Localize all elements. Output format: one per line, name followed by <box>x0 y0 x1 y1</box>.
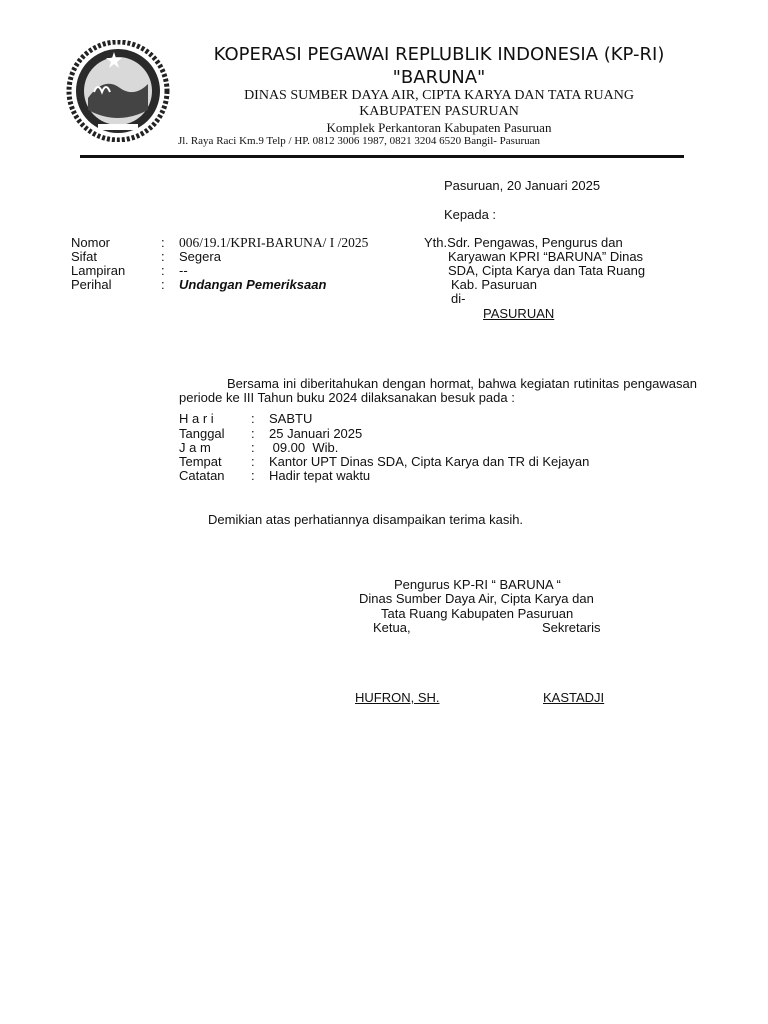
signature-org-line: Tata Ruang Kabupaten Pasuruan <box>381 606 574 621</box>
meta-lampiran-value: -- <box>179 263 188 278</box>
meta-label: Perihal <box>71 277 112 292</box>
detail-label: J a m <box>179 440 211 455</box>
meta-label: Nomor <box>71 235 111 250</box>
detail-label: Catatan <box>179 468 225 483</box>
signature-role-secretary: Sekretaris <box>542 620 601 635</box>
detail-colon: : <box>251 426 255 441</box>
closing-sentence: Demikian atas perhatiannya disampaikan terima kasih. <box>208 512 524 527</box>
meta-sifat-value: Segera <box>179 249 221 264</box>
detail-label: Tanggal <box>179 426 225 441</box>
body-intro: Bersama ini diberitahukan dengan hormat, bahwa kegiatan rutinitas pengawasan periode ke III Tahun buku 2024 dilaksanakan besuk pada : <box>179 376 697 405</box>
detail-label: Tempat <box>179 454 222 469</box>
recipient-line: SDA, Cipta Karya dan Tata Ruang <box>448 263 646 278</box>
header-divider <box>80 155 684 158</box>
kepada-label: Kepada : <box>444 207 497 222</box>
org-title-line-2: "BARUNA" <box>392 67 486 88</box>
signature-org-line: Dinas Sumber Daya Air, Cipta Karya dan <box>359 591 594 606</box>
recipient-line: Kab. Pasuruan <box>451 277 538 292</box>
recipient-line: di- <box>451 291 466 306</box>
meta-colon: : <box>161 263 165 278</box>
signature-org-line: Pengurus KP-RI “ BARUNA “ <box>394 577 561 592</box>
address-line: Jl. Raya Raci Km.9 Telp / HP. 0812 3006 1987, 0821 3204 6520 Bangil- Pasuruan <box>178 135 541 147</box>
signature-role-chair: Ketua, <box>373 620 411 635</box>
meta-perihal-value: Undangan Pemeriksaan <box>179 277 327 292</box>
detail-colon: : <box>251 454 255 469</box>
cooperative-logo <box>64 40 172 142</box>
org-title-line-1: KOPERASI PEGAWAI REPLUBLIK INDONESIA (KP-RI) <box>213 44 665 65</box>
recipient-line: Yth.Sdr. Pengawas, Pengurus dan <box>424 235 623 250</box>
dept-line-1: DINAS SUMBER DAYA AIR, CIPTA KARYA DAN TATA RUANG <box>244 88 634 103</box>
detail-time-value: 09.00 Wib. <box>269 440 339 455</box>
detail-label: H a r i <box>179 411 214 426</box>
meta-label: Lampiran <box>71 263 126 278</box>
dept-line-2: KABUPATEN PASURUAN <box>359 104 519 119</box>
detail-day-value: SABTU <box>269 411 313 426</box>
recipient-line: Karyawan KPRI “BARUNA” Dinas <box>448 249 644 264</box>
detail-place-value: Kantor UPT Dinas SDA, Cipta Karya dan TR di Kejayan <box>269 454 590 469</box>
recipient-city: PASURUAN <box>483 306 555 321</box>
meta-nomor-value: 006/19.1/KPRI-BARUNA/ I /2025 <box>179 235 369 250</box>
signature-name-secretary: KASTADJI <box>543 690 605 705</box>
meta-colon: : <box>161 235 165 250</box>
meta-colon: : <box>161 277 165 292</box>
meta-label: Sifat <box>71 249 98 264</box>
detail-colon: : <box>251 411 255 426</box>
signature-name-chair: HUFRON, SH. <box>355 690 440 705</box>
detail-note-value: Hadir tepat waktu <box>269 468 371 483</box>
complex-line: Komplek Perkantoran Kabupaten Pasuruan <box>326 120 552 135</box>
detail-colon: : <box>251 468 255 483</box>
detail-date-value: 25 Januari 2025 <box>269 426 363 441</box>
place-date: Pasuruan, 20 Januari 2025 <box>444 178 601 193</box>
meta-colon: : <box>161 249 165 264</box>
detail-colon: : <box>251 440 255 455</box>
